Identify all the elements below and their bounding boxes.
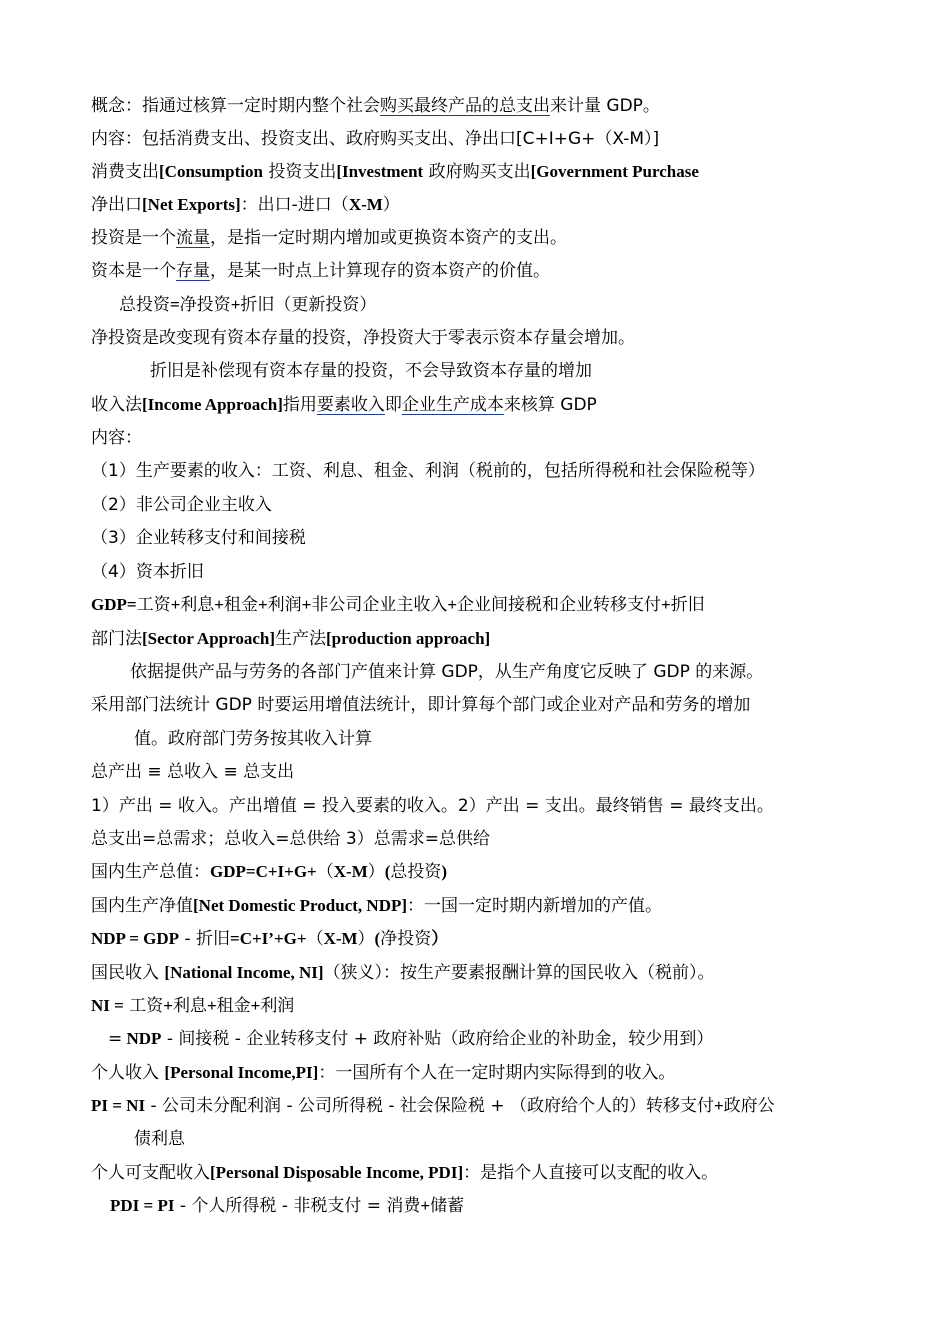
list-item-1: （1）生产要素的收入：工资、利息、租金、利润（税前的，包括所得税和社会保险税等） [91, 461, 765, 481]
line-ni-alt-formula: = NDP - 间接税 - 企业转移支付 + 政府补贴（政府给企业的补助金，较少用到） [108, 1029, 714, 1049]
line-depreciation: 折旧是补偿现有资本存量的投资，不会导致资本存量的增加 [150, 361, 592, 381]
line-capital-stock: 资本是一个存量，是某一时点上计算现存的资本资产的价值。 [91, 261, 550, 281]
line-net-investment: 净投资是改变现有资本存量的投资，净投资大于零表示资本存量会增加。 [91, 328, 635, 348]
line-income-content-heading: 内容： [91, 428, 142, 448]
line-gross-investment-formula: 总投资=净投资+折旧（更新投资） [119, 295, 377, 315]
list-item-4: （4）资本折旧 [91, 562, 204, 582]
underlined-term-flow: 流量 [176, 228, 210, 248]
line-ndp-formula: NDP = GDP - 折旧=C+I’+G+（X-M）(净投资） [91, 929, 449, 949]
line-pi-formula: PI = NI - 公司未分配利润 - 公司所得税 - 社会保险税 + （政府给个人的）转移支付+政府公 [91, 1096, 775, 1116]
line-demand-supply: 总支出=总需求；总收入=总供给 3）总需求=总供给 [91, 829, 490, 849]
line-disposable-income: 个人可支配收入[Personal Disposable Income, PDI]：是指个人直接可以支配的收入。 [91, 1163, 719, 1183]
line-investment-flow: 投资是一个流量，是指一定时期内增加或更换资本资产的支出。 [91, 228, 567, 248]
line-expenditure-components: 消费支出[Consumption 投资支出[Investment 政府购买支出[Government Purchase [91, 162, 699, 182]
line-value-added-method: 采用部门法统计 GDP 时要运用增值法统计，即计算每个部门或企业对产品和劳务的增加 [91, 695, 751, 715]
line-net-exports: 净出口[Net Exports]：出口-进口（X-M） [91, 195, 400, 215]
line-output-income-expenditure: 1）产出 = 收入。产出增值 = 投入要素的收入。2）产出 = 支出。最终销售 = 最终支出。 [91, 796, 774, 816]
line-expenditure-content: 内容：包括消费支出、投资支出、政府购买支出、净出口[C+I+G+（X-M）] [91, 129, 660, 149]
line-pi-formula-continued: 债利息 [134, 1129, 185, 1149]
list-item-3: （3）企业转移支付和间接税 [91, 528, 306, 548]
underlined-term-stock: 存量 [176, 261, 210, 281]
line-personal-income: 个人收入 [Personal Income,PI]：一国所有个人在一定时期内实际得到的收入。 [91, 1063, 676, 1083]
line-gdp-income-formula: GDP=工资+利息+租金+利润+非公司企业主收入+企业间接税和企业转移支付+折旧 [91, 595, 705, 615]
line-gdp-definition: 国内生产总值：GDP=C+I+G+（X-M）(总投资) [91, 862, 448, 882]
underlined-term-production-cost: 企业生产成本 [401, 395, 504, 415]
line-sector-description: 依据提供产品与劳务的各部门产值来计算 GDP，从生产角度它反映了 GDP 的来源。 [130, 662, 764, 682]
line-pdi-formula: PDI = PI - 个人所得税 - 非税支付 = 消费+储蓄 [110, 1196, 465, 1216]
list-item-2: （2）非公司企业主收入 [91, 495, 272, 515]
line-ni-formula: NI = 工资+利息+租金+利润 [91, 996, 295, 1016]
line-sector-approach: 部门法[Sector Approach]生产法[production approach] [91, 629, 491, 649]
line-income-approach: 收入法[Income Approach]指用要素收入即企业生产成本来核算 GDP [91, 395, 597, 415]
line-identity: 总产出 ≡ 总收入 ≡ 总支出 [91, 762, 295, 782]
underlined-term-factor-income: 要素收入 [316, 395, 385, 415]
line-ndp-definition: 国内生产净值[Net Domestic Product, NDP]：一国一定时期内新增加的产值。 [91, 896, 663, 916]
line-gdp-expenditure-concept: 概念：指通过核算一定时期内整个社会购买最终产品的总支出来计量 GDP。 [91, 96, 660, 116]
underlined-term-final-product-expenditure: 购买最终产品的总支出 [380, 96, 550, 116]
line-national-income: 国民收入 [National Income, NI]（狭义）：按生产要素报酬计算的国民收入（税前）。 [91, 963, 715, 983]
line-value-added-continued: 值。政府部门劳务按其收入计算 [134, 729, 372, 749]
